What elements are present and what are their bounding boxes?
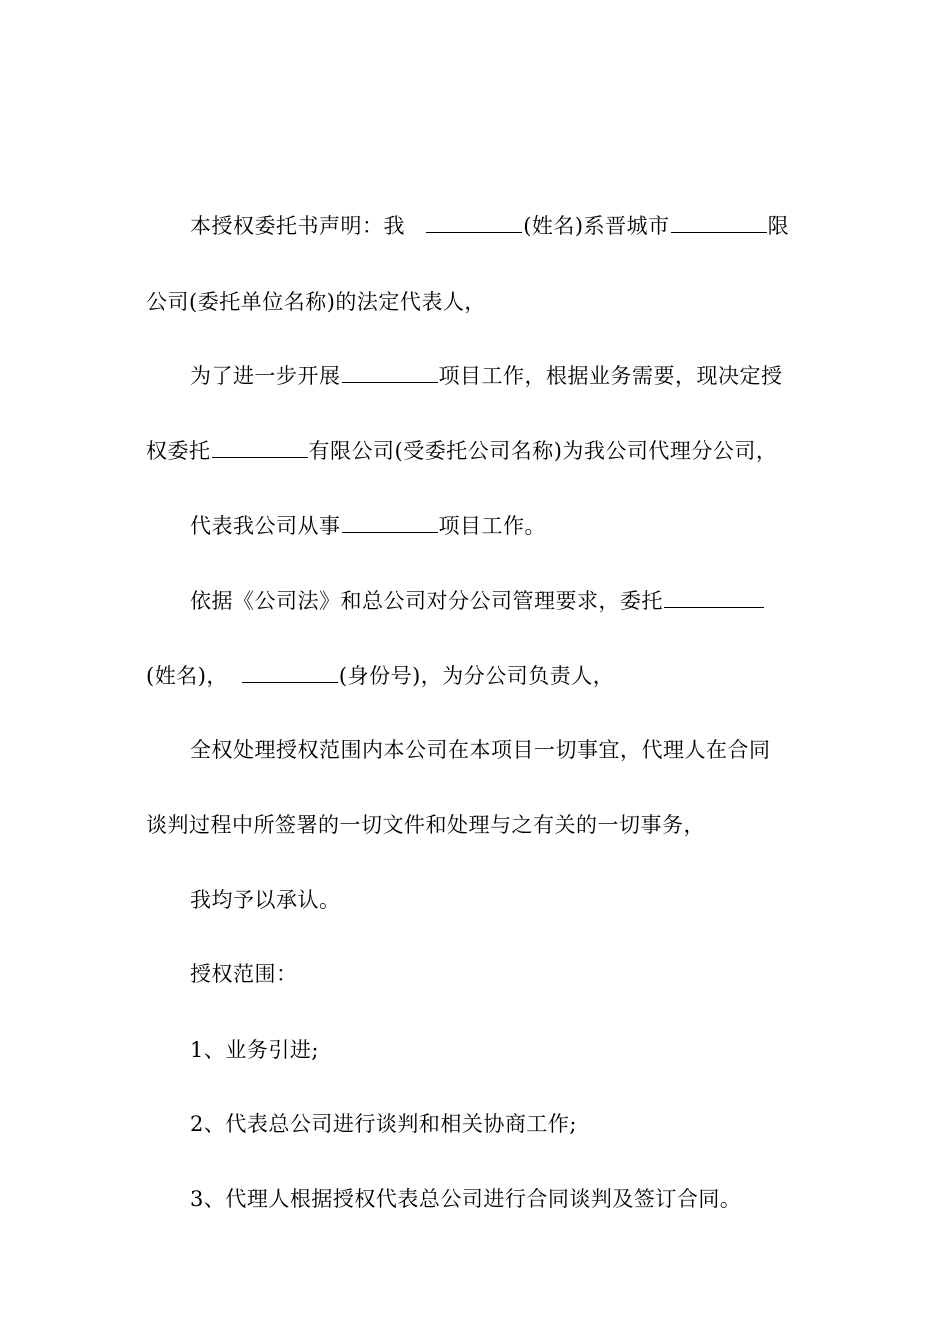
text-segment: 项目工作。 [438,514,546,538]
blank-company [671,212,767,233]
text-segment: (身份号)，为分公司负责人， [338,664,615,688]
blank-project [342,362,438,383]
text-segment: 项目工作，根据业务需要，现决定授 [438,364,783,388]
paragraph-authority-line-1: 全权处理授权范围内本公司在本项目一切事宜，代理人在合同 [190,738,771,762]
text-segment: 限 [767,214,790,238]
text-segment: 代表我公司从事 [190,514,341,538]
blank-id-number [242,662,338,683]
paragraph-purpose-line-2 [146,436,806,466]
paragraph-represent [146,511,806,541]
blank-delegate [664,587,764,608]
text-segment: 依据《公司法》和总公司对分公司管理要求，委托 [190,589,663,613]
blank-agent-company [212,437,308,458]
paragraph-acknowledge: 我均予以承认。 [190,888,341,912]
scope-item-3: 3、代理人根据授权代表总公司进行合同谈判及签订合同。 [190,1187,742,1211]
blank-project-2 [342,512,438,533]
scope-item-2: 2、代表总公司进行谈判和相关协商工作; [190,1112,577,1136]
text-segment: 本授权委托书声明：我 [190,214,405,238]
paragraph-declaration-line-1 [146,211,806,241]
text-segment: 有限公司(受委托公司名称)为我公司代理分公司， [308,439,778,463]
paragraph-authority-line-2: 谈判过程中所签署的一切文件和处理与之有关的一切事务， [146,813,705,837]
text-segment: 权委托 [146,439,211,463]
text-segment: 为了进一步开展 [190,364,341,388]
blank-name [426,212,522,233]
text-segment: (姓名)系晋城市 [523,214,670,238]
scope-title: 授权范围： [190,962,298,986]
text-segment: (姓名)， [146,664,228,688]
paragraph-basis-line-1 [146,586,806,616]
paragraph-basis-line-2 [146,661,806,691]
paragraph-purpose-line-1 [146,361,806,391]
paragraph-declaration-line-2: 公司(委托单位名称)的法定代表人， [146,290,486,314]
scope-item-1: 1、业务引进; [190,1038,319,1062]
